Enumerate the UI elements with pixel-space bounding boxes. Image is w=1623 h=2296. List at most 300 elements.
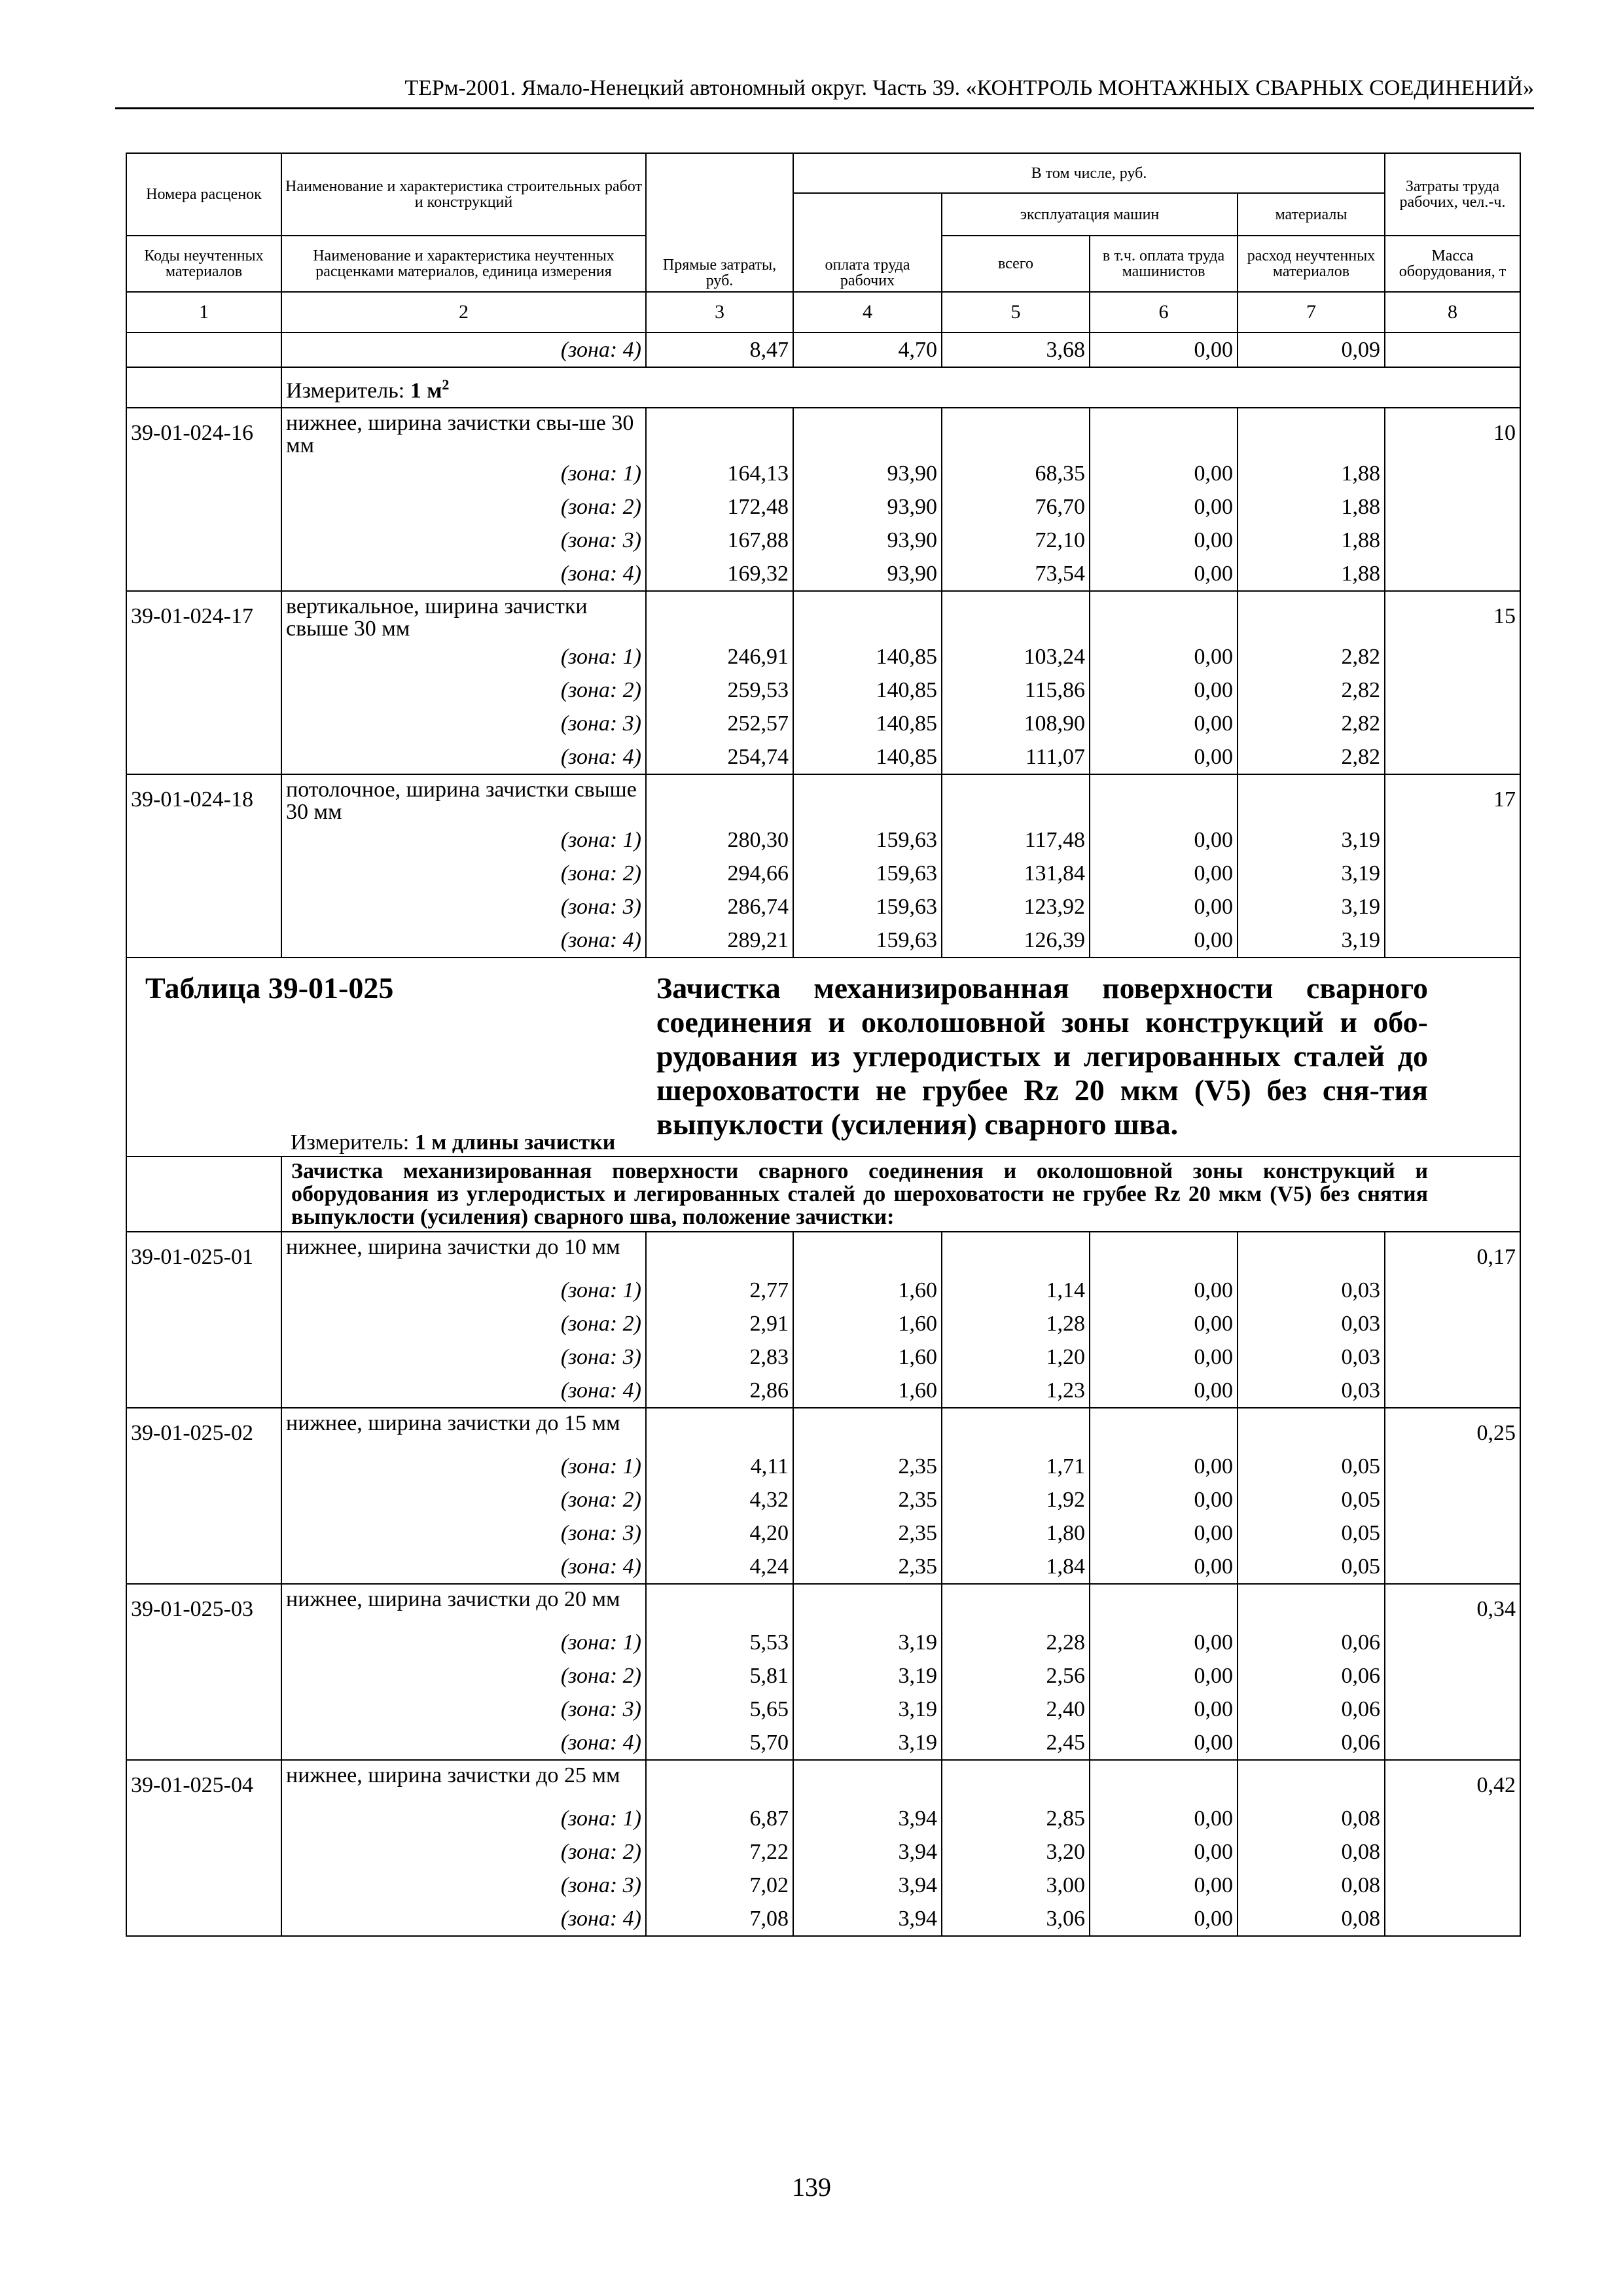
empty-cell — [126, 707, 281, 740]
machines-total-value: 3,06 — [942, 1902, 1090, 1936]
worker-pay-value: 93,90 — [793, 457, 942, 490]
page-number: 139 — [792, 2172, 831, 2202]
zone-row — [126, 640, 1520, 673]
empty-cell — [1385, 857, 1520, 890]
empty-cell — [126, 1516, 281, 1550]
zone-label: (зона: 3) — [281, 1340, 646, 1374]
materials-value: 0,06 — [1238, 1626, 1385, 1659]
zone-row — [126, 1516, 1520, 1550]
machinist-pay-value: 0,00 — [1090, 707, 1238, 740]
labor-costs-value: 0,17 — [1385, 1232, 1520, 1274]
direct-costs-value: 4,11 — [646, 1450, 793, 1483]
empty-cell — [1385, 490, 1520, 524]
labor-costs-value: 15 — [1385, 591, 1520, 640]
empty-cell — [1385, 1835, 1520, 1869]
materials-value: 1,88 — [1238, 490, 1385, 524]
machines-total-value: 108,90 — [942, 707, 1090, 740]
materials-value: 0,08 — [1238, 1869, 1385, 1902]
machinist-pay-value: 0,00 — [1090, 524, 1238, 557]
empty-cell — [1090, 1584, 1238, 1626]
empty-cell — [1238, 774, 1385, 823]
worker-pay-value: 2,35 — [793, 1483, 942, 1516]
empty-cell — [1090, 1760, 1238, 1802]
materials-value: 0,03 — [1238, 1274, 1385, 1307]
zone-row — [126, 1483, 1520, 1516]
zone-row — [126, 1726, 1520, 1760]
measure-unit: 1 м — [410, 378, 442, 403]
empty-cell — [646, 408, 793, 457]
zone-label: (зона: 2) — [281, 490, 646, 524]
header-direct-costs: Прямые затраты, руб. — [646, 153, 793, 292]
empty-cell — [1385, 1550, 1520, 1584]
materials-value: 0,05 — [1238, 1450, 1385, 1483]
table-title: Таблица 39-01-025 — [145, 971, 394, 1005]
direct-costs-value: 280,30 — [646, 823, 793, 857]
machines-total-value: 131,84 — [942, 857, 1090, 890]
zone-row — [126, 1869, 1520, 1902]
zone-row — [126, 457, 1520, 490]
empty-cell — [126, 457, 281, 490]
machinist-pay-value: 0,00 — [1090, 640, 1238, 673]
empty-cell — [1385, 524, 1520, 557]
empty-cell — [126, 1340, 281, 1374]
machines-total-value: 1,92 — [942, 1483, 1090, 1516]
empty-cell — [1385, 1726, 1520, 1760]
rates-table — [126, 152, 1521, 1937]
empty-cell — [1385, 1450, 1520, 1483]
machines-total-value: 126,39 — [942, 924, 1090, 958]
materials-value: 0,05 — [1238, 1483, 1385, 1516]
empty-cell — [126, 740, 281, 774]
worker-pay-value: 3,19 — [793, 1693, 942, 1726]
worker-pay-value: 93,90 — [793, 557, 942, 591]
machines-total-value: 1,28 — [942, 1307, 1090, 1340]
worker-pay-value: 159,63 — [793, 924, 942, 958]
machinist-pay-value: 0,00 — [1090, 1274, 1238, 1307]
header-materials: материалы — [1238, 193, 1385, 236]
empty-cell — [646, 591, 793, 640]
empty-cell — [942, 774, 1090, 823]
machinist-pay-value: 0,00 — [1090, 332, 1238, 367]
materials-value: 0,06 — [1238, 1659, 1385, 1693]
empty-cell — [1385, 1274, 1520, 1307]
machines-total-value: 2,45 — [942, 1726, 1090, 1760]
rate-item — [126, 774, 1520, 823]
zone-label: (зона: 2) — [281, 1835, 646, 1869]
running-header: ТЕРм-2001. Ямало-Ненецкий автономный округ. Часть 39. «КОНТРОЛЬ МОНТАЖНЫХ СВАРНЫХ СОЕДИНЕНИЙ» — [115, 69, 1534, 109]
machinist-pay-value: 0,00 — [1090, 1626, 1238, 1659]
empty-cell — [1090, 774, 1238, 823]
worker-pay-value: 4,70 — [793, 332, 942, 367]
empty-cell — [126, 524, 281, 557]
materials-value: 2,82 — [1238, 707, 1385, 740]
empty-cell — [942, 591, 1090, 640]
empty-cell — [1385, 1802, 1520, 1835]
empty-cell — [1385, 924, 1520, 958]
machinist-pay-value: 0,00 — [1090, 1802, 1238, 1835]
zone-row — [126, 673, 1520, 707]
empty-cell — [1238, 591, 1385, 640]
empty-cell — [1385, 740, 1520, 774]
direct-costs-value: 5,81 — [646, 1659, 793, 1693]
materials-value: 2,82 — [1238, 740, 1385, 774]
header-worker-pay: оплата труда рабочих — [793, 193, 942, 292]
zone-label: (зона: 2) — [281, 1483, 646, 1516]
worker-pay-value: 93,90 — [793, 524, 942, 557]
machinist-pay-value: 0,00 — [1090, 1835, 1238, 1869]
worker-pay-value: 140,85 — [793, 740, 942, 774]
zone-row — [126, 1693, 1520, 1726]
empty-cell — [942, 1584, 1090, 1626]
machinist-pay-value: 0,00 — [1090, 1726, 1238, 1760]
empty-cell — [1385, 1902, 1520, 1936]
zone-row — [126, 707, 1520, 740]
empty-cell — [126, 673, 281, 707]
zone-label: (зона: 2) — [281, 673, 646, 707]
empty-cell — [793, 408, 942, 457]
worker-pay-value: 140,85 — [793, 707, 942, 740]
rate-code: 39-01-025-02 — [126, 1408, 281, 1450]
machines-total-value: 115,86 — [942, 673, 1090, 707]
header-material-names: Наименование и характеристика неучтенных расценками материалов, единица измерения — [281, 236, 646, 292]
header-machines-total: всего — [942, 236, 1090, 292]
empty-cell — [126, 890, 281, 924]
direct-costs-value: 259,53 — [646, 673, 793, 707]
work-name: потолочное, ширина зачистки свыше 30 мм — [281, 774, 646, 823]
direct-costs-value: 167,88 — [646, 524, 793, 557]
empty-cell — [126, 1726, 281, 1760]
materials-value: 0,03 — [1238, 1340, 1385, 1374]
empty-cell — [1090, 408, 1238, 457]
direct-costs-value: 5,53 — [646, 1626, 793, 1659]
direct-costs-value: 164,13 — [646, 457, 793, 490]
empty-cell — [126, 640, 281, 673]
empty-cell — [793, 1584, 942, 1626]
labor-costs-value: 0,25 — [1385, 1408, 1520, 1450]
empty-cell — [942, 1760, 1090, 1802]
empty-cell — [1090, 591, 1238, 640]
machines-total-value: 72,10 — [942, 524, 1090, 557]
worker-pay-value: 2,35 — [793, 1550, 942, 1584]
zone-label: (зона: 4) — [281, 332, 646, 367]
empty-cell — [942, 1232, 1090, 1274]
machines-total-value: 3,20 — [942, 1835, 1090, 1869]
machinist-pay-value: 0,00 — [1090, 1483, 1238, 1516]
direct-costs-value: 8,47 — [646, 332, 793, 367]
direct-costs-value: 254,74 — [646, 740, 793, 774]
column-number: 7 — [1238, 292, 1385, 332]
empty-cell — [1385, 673, 1520, 707]
measure-row — [145, 1130, 642, 1156]
zone-label: (зона: 1) — [281, 457, 646, 490]
empty-cell — [126, 1835, 281, 1869]
zone-row — [126, 890, 1520, 924]
worker-pay-value: 3,94 — [793, 1802, 942, 1835]
table-description-cell — [646, 958, 1520, 1157]
machinist-pay-value: 0,00 — [1090, 823, 1238, 857]
work-name: нижнее, ширина зачистки до 25 мм — [281, 1760, 646, 1802]
labor-costs-value: 17 — [1385, 774, 1520, 823]
empty-cell — [126, 1693, 281, 1726]
materials-value: 2,82 — [1238, 640, 1385, 673]
empty-cell — [126, 1550, 281, 1584]
machinist-pay-value: 0,00 — [1090, 673, 1238, 707]
zone-label: (зона: 3) — [281, 890, 646, 924]
materials-value: 0,03 — [1238, 1307, 1385, 1340]
worker-pay-value: 3,19 — [793, 1726, 942, 1760]
zone-row — [126, 490, 1520, 524]
direct-costs-value: 169,32 — [646, 557, 793, 591]
machines-total-value: 2,40 — [942, 1693, 1090, 1726]
header-labor-costs: Затраты труда рабочих, чел.-ч. — [1385, 153, 1520, 236]
machinist-pay-value: 0,00 — [1090, 1693, 1238, 1726]
empty-cell — [942, 1408, 1090, 1450]
empty-cell — [1385, 890, 1520, 924]
machinist-pay-value: 0,00 — [1090, 857, 1238, 890]
machines-total-value: 3,00 — [942, 1869, 1090, 1902]
zone-label: (зона: 1) — [281, 640, 646, 673]
machines-total-value: 68,35 — [942, 457, 1090, 490]
empty-cell — [126, 1802, 281, 1835]
column-number: 4 — [793, 292, 942, 332]
machines-total-value: 1,80 — [942, 1516, 1090, 1550]
materials-value: 1,88 — [1238, 557, 1385, 591]
empty-cell — [126, 1659, 281, 1693]
empty-cell — [1385, 1307, 1520, 1340]
empty-cell — [793, 1408, 942, 1450]
worker-pay-value: 2,35 — [793, 1516, 942, 1550]
rate-item — [126, 1408, 1520, 1450]
work-name: нижнее, ширина зачистки до 20 мм — [281, 1584, 646, 1626]
materials-value: 0,06 — [1238, 1693, 1385, 1726]
header-machinist-pay: в т.ч. оплата труда машинистов — [1090, 236, 1238, 292]
column-number: 6 — [1090, 292, 1238, 332]
direct-costs-value: 172,48 — [646, 490, 793, 524]
worker-pay-value: 93,90 — [793, 490, 942, 524]
zone-row — [126, 1626, 1520, 1659]
direct-costs-value: 4,24 — [646, 1550, 793, 1584]
machinist-pay-value: 0,00 — [1090, 1550, 1238, 1584]
empty-cell — [793, 591, 942, 640]
empty-cell — [1238, 408, 1385, 457]
work-name: нижнее, ширина зачистки до 15 мм — [281, 1408, 646, 1450]
machines-total-value: 2,85 — [942, 1802, 1090, 1835]
zone-label: (зона: 4) — [281, 1550, 646, 1584]
work-name: нижнее, ширина зачистки свы-ше 30 мм — [281, 408, 646, 457]
machines-total-value: 3,68 — [942, 332, 1090, 367]
zone-row — [126, 1274, 1520, 1307]
worker-pay-value: 2,35 — [793, 1450, 942, 1483]
materials-value: 0,08 — [1238, 1835, 1385, 1869]
work-name: вертикальное, ширина зачистки свыше 30 мм — [281, 591, 646, 640]
direct-costs-value: 4,32 — [646, 1483, 793, 1516]
direct-costs-value: 289,21 — [646, 924, 793, 958]
empty-cell — [1238, 1232, 1385, 1274]
zone-label: (зона: 1) — [281, 1626, 646, 1659]
zone-row — [126, 524, 1520, 557]
empty-cell — [126, 1902, 281, 1936]
empty-cell — [1238, 1584, 1385, 1626]
empty-cell — [646, 1584, 793, 1626]
empty-cell — [1090, 1232, 1238, 1274]
machinist-pay-value: 0,00 — [1090, 890, 1238, 924]
zone-row — [126, 1340, 1520, 1374]
empty-cell — [1385, 1869, 1520, 1902]
empty-cell — [126, 823, 281, 857]
zone-label: (зона: 4) — [281, 1902, 646, 1936]
materials-value: 0,05 — [1238, 1516, 1385, 1550]
worker-pay-value: 3,19 — [793, 1626, 942, 1659]
empty-cell — [793, 1232, 942, 1274]
zone-label: (зона: 1) — [281, 823, 646, 857]
worker-pay-value: 1,60 — [793, 1274, 942, 1307]
machines-total-value: 76,70 — [942, 490, 1090, 524]
rate-code: 39-01-024-17 — [126, 591, 281, 640]
machines-total-value: 103,24 — [942, 640, 1090, 673]
worker-pay-value: 3,94 — [793, 1869, 942, 1902]
materials-value: 0,09 — [1238, 332, 1385, 367]
header-name: Наименование и характеристика строительных работ и конструкций — [281, 153, 646, 236]
section-heading — [281, 1157, 1520, 1232]
direct-costs-value: 7,02 — [646, 1869, 793, 1902]
direct-costs-value: 286,74 — [646, 890, 793, 924]
empty-cell — [1385, 707, 1520, 740]
empty-cell — [646, 1408, 793, 1450]
column-number: 1 — [126, 292, 281, 332]
rate-code: 39-01-025-01 — [126, 1232, 281, 1274]
empty-cell — [1385, 823, 1520, 857]
zone-label: (зона: 2) — [281, 1659, 646, 1693]
machines-total-value: 1,23 — [942, 1374, 1090, 1408]
machinist-pay-value: 0,00 — [1090, 1340, 1238, 1374]
labor-costs-value: 10 — [1385, 408, 1520, 457]
materials-value: 0,08 — [1238, 1902, 1385, 1936]
measure-unit: 1 м длины зачистки — [414, 1130, 616, 1155]
zone-label: (зона: 1) — [281, 1802, 646, 1835]
machines-total-value: 1,14 — [942, 1274, 1090, 1307]
machinist-pay-value: 0,00 — [1090, 1869, 1238, 1902]
worker-pay-value: 159,63 — [793, 890, 942, 924]
rate-code: 39-01-025-04 — [126, 1760, 281, 1802]
measure-unit-power: 2 — [442, 376, 450, 393]
empty-cell — [126, 1869, 281, 1902]
zone-label: (зона: 4) — [281, 1374, 646, 1408]
rate-item — [126, 1584, 1520, 1626]
labor-costs-value: 0,34 — [1385, 1584, 1520, 1626]
zone-label: (зона: 3) — [281, 707, 646, 740]
header-material-consumption: расход неучтенных материалов — [1238, 236, 1385, 292]
direct-costs-value: 294,66 — [646, 857, 793, 890]
empty-cell — [646, 774, 793, 823]
materials-value: 3,19 — [1238, 890, 1385, 924]
empty-cell — [646, 1232, 793, 1274]
header-material-codes: Коды неучтенных материалов — [126, 236, 281, 292]
rate-code: 39-01-024-16 — [126, 408, 281, 457]
zone-label: (зона: 1) — [281, 1274, 646, 1307]
zone-label: (зона: 4) — [281, 924, 646, 958]
materials-value: 3,19 — [1238, 823, 1385, 857]
empty-cell — [126, 1274, 281, 1307]
machinist-pay-value: 0,00 — [1090, 557, 1238, 591]
machinist-pay-value: 0,00 — [1090, 1902, 1238, 1936]
empty-cell — [1385, 557, 1520, 591]
zone-label: (зона: 4) — [281, 1726, 646, 1760]
zone-row — [126, 557, 1520, 591]
direct-costs-value: 5,65 — [646, 1693, 793, 1726]
measure-label: Измеритель: — [291, 1130, 415, 1155]
machines-total-value: 73,54 — [942, 557, 1090, 591]
table-title-cell — [126, 958, 646, 1157]
direct-costs-value: 252,57 — [646, 707, 793, 740]
direct-costs-value: 7,22 — [646, 1835, 793, 1869]
worker-pay-value: 3,94 — [793, 1835, 942, 1869]
labor-costs-value: 0,42 — [1385, 1760, 1520, 1802]
empty-cell — [126, 490, 281, 524]
materials-value: 1,88 — [1238, 457, 1385, 490]
rate-item — [126, 1760, 1520, 1802]
materials-value: 0,03 — [1238, 1374, 1385, 1408]
measure-label: Измеритель: — [286, 378, 410, 403]
table-description: Зачистка механизированная поверхности сварного соединения и околошовной зоны конструкций и обо-рудования из углеродистых и легированных сталей до шероховатости не грубее Rz 20 мкм (V5) без сня-тия выпуклости (усиления) сварного шва. — [656, 971, 1428, 1141]
column-number: 3 — [646, 292, 793, 332]
empty-cell — [126, 557, 281, 591]
zone-label: (зона: 1) — [281, 1450, 646, 1483]
header-machines: эксплуатация машин — [942, 193, 1238, 236]
zone-row — [126, 1902, 1520, 1936]
direct-costs-value: 2,77 — [646, 1274, 793, 1307]
zone-row — [126, 924, 1520, 958]
empty-cell — [126, 1307, 281, 1340]
measure-row — [126, 367, 1520, 408]
rate-code: 39-01-024-18 — [126, 774, 281, 823]
empty-cell — [1385, 1693, 1520, 1726]
materials-value: 0,08 — [1238, 1802, 1385, 1835]
empty-cell — [1385, 1374, 1520, 1408]
rate-item — [126, 1232, 1520, 1274]
empty-cell — [942, 408, 1090, 457]
worker-pay-value: 3,19 — [793, 1659, 942, 1693]
zone-label: (зона: 3) — [281, 524, 646, 557]
machinist-pay-value: 0,00 — [1090, 1516, 1238, 1550]
zone-label: (зона: 4) — [281, 740, 646, 774]
empty-cell — [1385, 1659, 1520, 1693]
empty-cell — [1385, 640, 1520, 673]
machines-total-value: 1,71 — [942, 1450, 1090, 1483]
empty-cell — [126, 924, 281, 958]
zone-row — [126, 1835, 1520, 1869]
machinist-pay-value: 0,00 — [1090, 1307, 1238, 1340]
machines-total-value: 111,07 — [942, 740, 1090, 774]
empty-cell — [1385, 1483, 1520, 1516]
empty-cell — [793, 1760, 942, 1802]
materials-value: 3,19 — [1238, 857, 1385, 890]
machines-total-value: 1,84 — [942, 1550, 1090, 1584]
materials-value: 2,82 — [1238, 673, 1385, 707]
zone-row — [126, 1450, 1520, 1483]
materials-value: 0,06 — [1238, 1726, 1385, 1760]
machines-total-value: 123,92 — [942, 890, 1090, 924]
worker-pay-value: 159,63 — [793, 823, 942, 857]
header-equipment-mass: Масса оборудования, т — [1385, 236, 1520, 292]
zone-label: (зона: 3) — [281, 1869, 646, 1902]
worker-pay-value: 1,60 — [793, 1374, 942, 1408]
empty-cell — [1385, 1340, 1520, 1374]
section-heading-text: Зачистка механизированная поверхности сварного соединения и околошовной зоны конструкций и оборудования из углеродистых и легированных сталей до шероховатости не грубее Rz 20 мкм (V5) без снятия выпуклости (усиления) сварного шва, положение зачистки: — [291, 1159, 1428, 1230]
materials-value: 0,05 — [1238, 1550, 1385, 1584]
direct-costs-value: 2,83 — [646, 1340, 793, 1374]
machinist-pay-value: 0,00 — [1090, 924, 1238, 958]
machinist-pay-value: 0,00 — [1090, 1374, 1238, 1408]
